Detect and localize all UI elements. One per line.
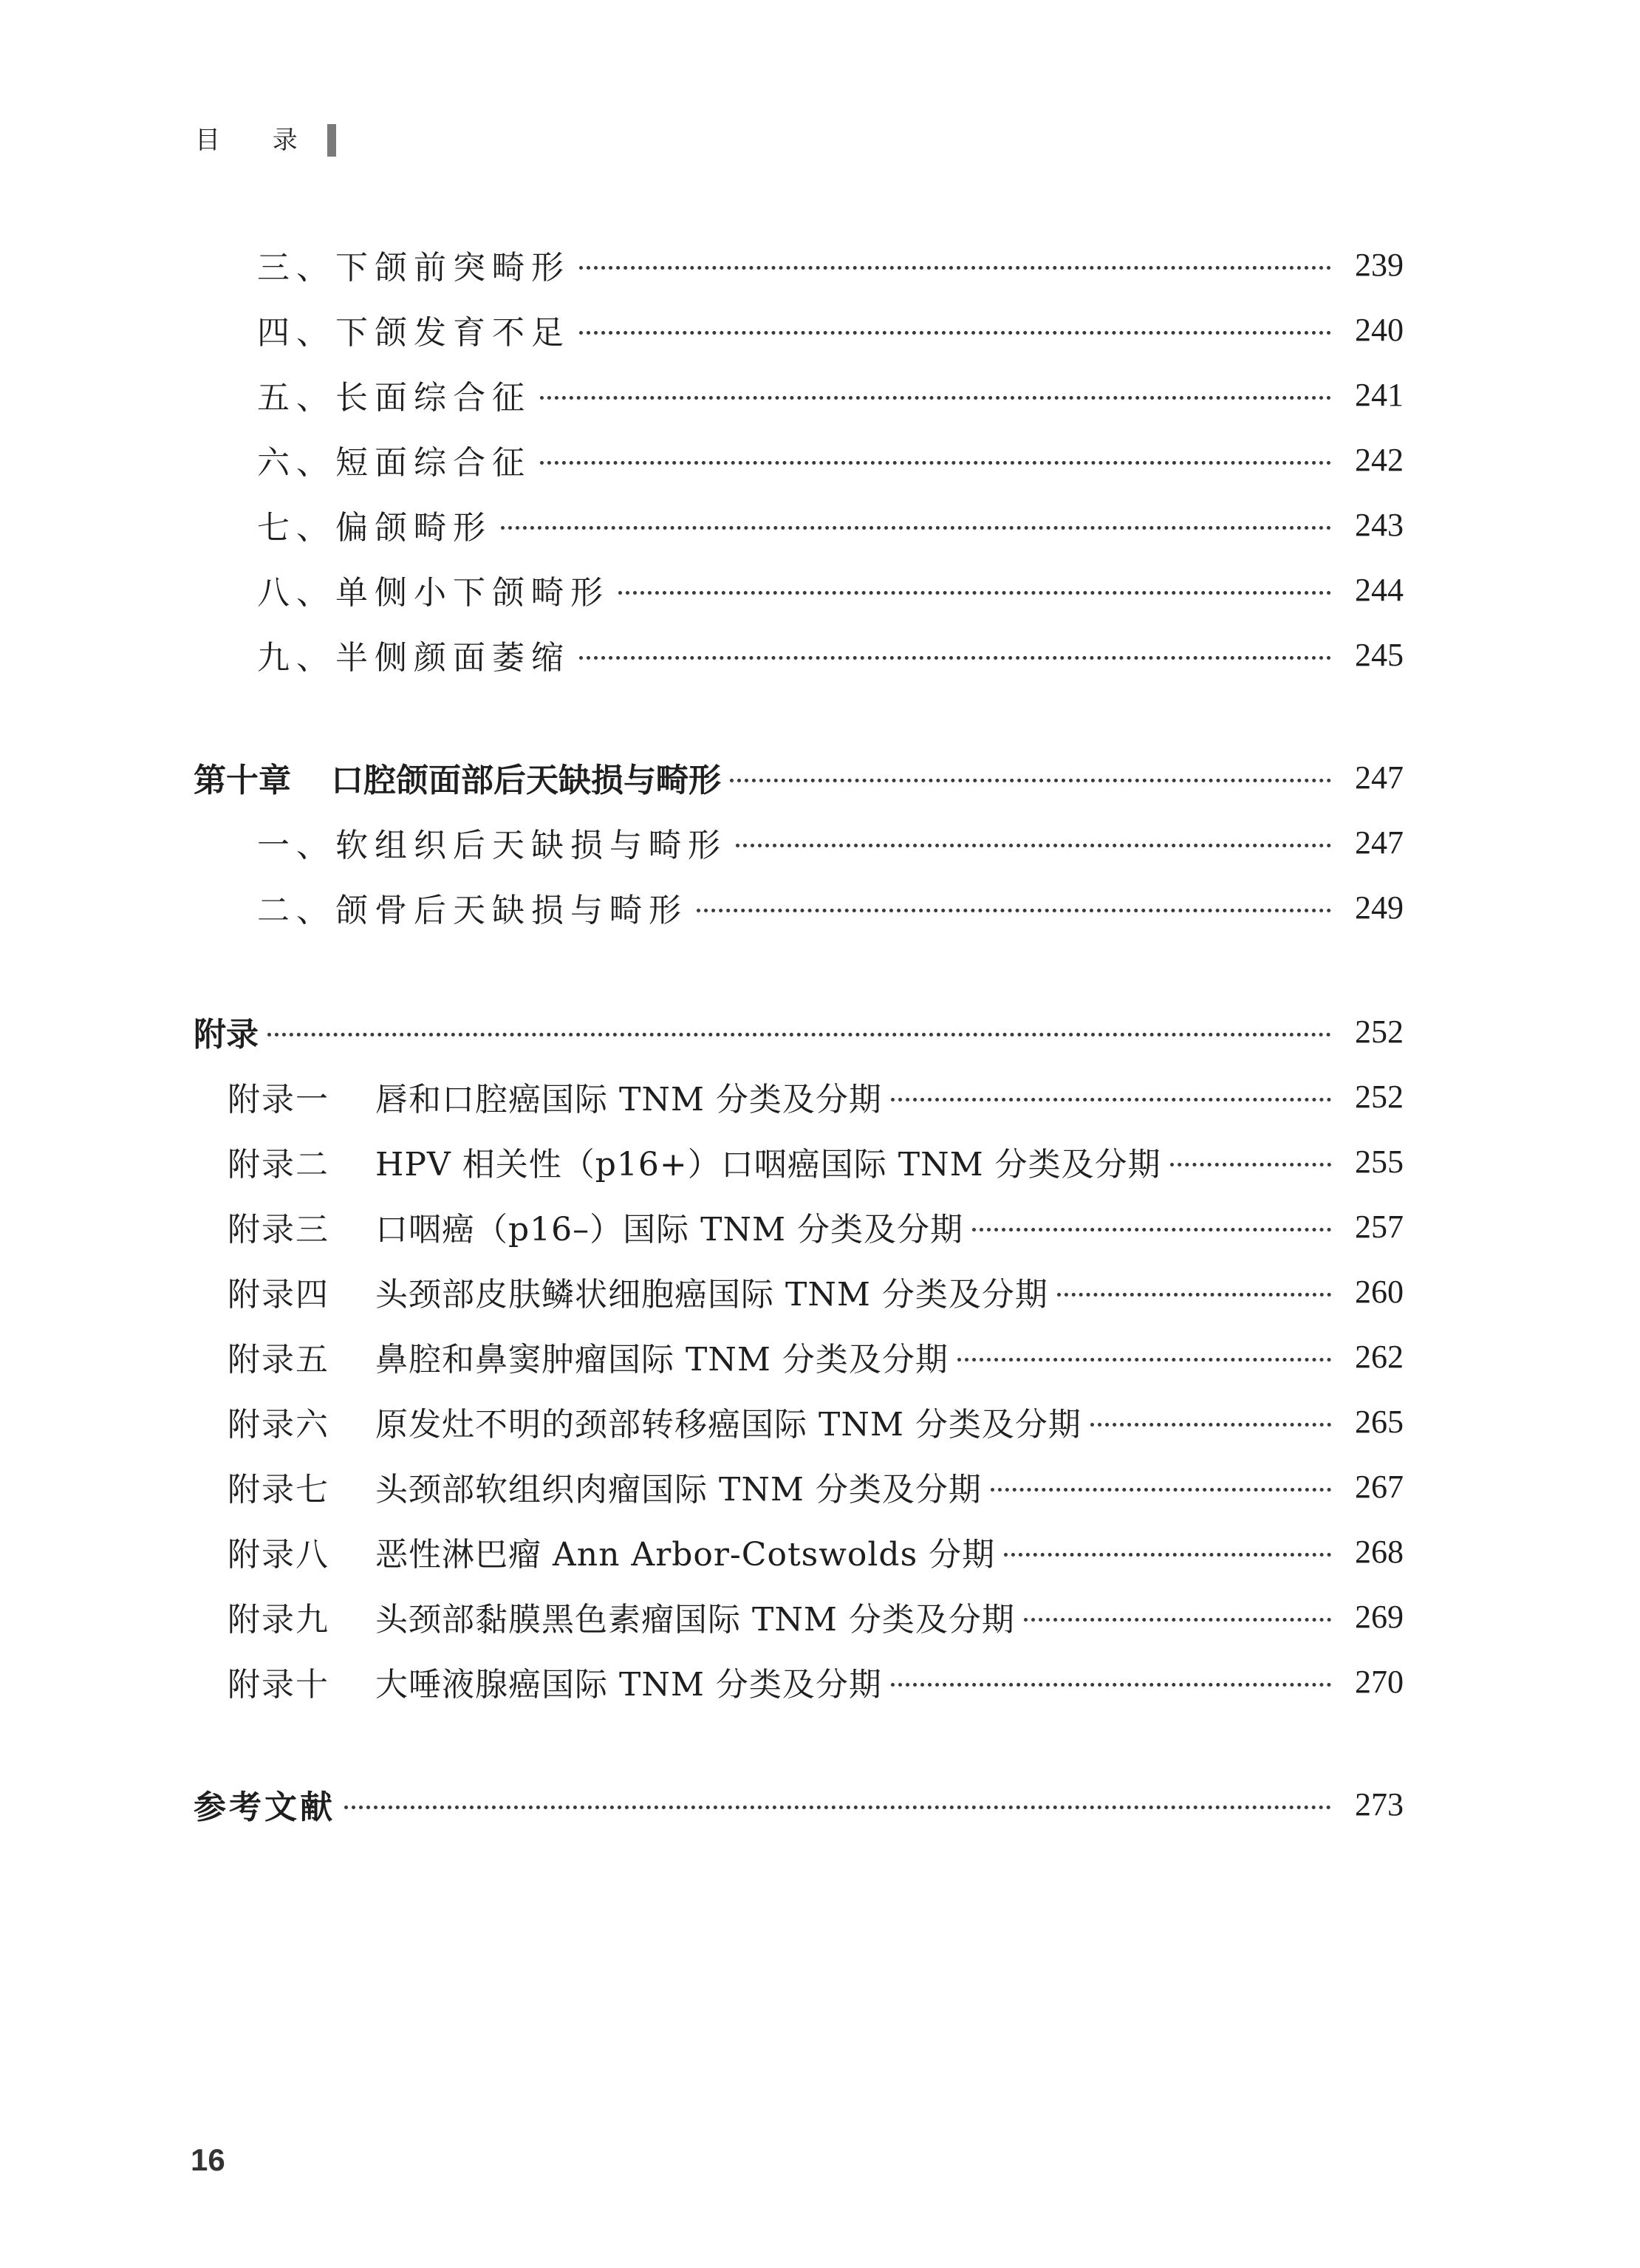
- toc-entry-page: 242: [1355, 441, 1404, 478]
- dot-leader: [991, 1488, 1331, 1492]
- toc-entry[interactable]: [257, 631, 1404, 678]
- dot-leader: [540, 461, 1331, 465]
- toc-entry-label: 九、半侧颜面萎缩: [257, 639, 570, 677]
- toc-entry-page: 247: [1355, 824, 1404, 861]
- toc-entry-page: 247: [1355, 759, 1404, 796]
- dot-leader: [344, 1806, 1331, 1809]
- page-number: 16: [191, 2142, 225, 2177]
- toc-appendix-entry[interactable]: [228, 1073, 1404, 1120]
- appendix-number: 附录九: [228, 1601, 329, 1639]
- toc-appendix-entry[interactable]: [228, 1593, 1404, 1640]
- appendix-number: 附录五: [228, 1341, 329, 1379]
- toc-entry[interactable]: [257, 566, 1404, 613]
- chapter-title: 口腔颌面部后天缺损与畸形: [331, 762, 721, 799]
- toc-appendix-entry[interactable]: [228, 1333, 1404, 1380]
- toc-entry-label: 一、软组织后天缺损与畸形: [257, 827, 727, 864]
- appendix-number: 附录四: [228, 1276, 329, 1314]
- appendix-title: 附录: [194, 1016, 259, 1053]
- dot-leader: [730, 779, 1331, 782]
- toc-entry-page: 265: [1355, 1403, 1404, 1440]
- toc-appendix-entry[interactable]: [228, 1203, 1404, 1250]
- appendix-entry-title: 唇和口腔癌国际 TNM 分类及分期: [375, 1081, 882, 1118]
- dot-leader: [1024, 1618, 1331, 1622]
- toc-appendix-entry[interactable]: [228, 1268, 1404, 1315]
- toc-entry-page: 245: [1355, 636, 1404, 673]
- appendix-entry-title: HPV 相关性（p16+）口咽癌国际 TNM 分类及分期: [375, 1146, 1161, 1183]
- dot-leader: [891, 1683, 1331, 1687]
- toc-entry-label: 六、短面综合征: [257, 444, 531, 482]
- running-head-bar: [327, 124, 336, 157]
- appendix-number: 附录八: [228, 1536, 329, 1574]
- dot-leader: [972, 1228, 1331, 1232]
- toc-entry-page: 239: [1355, 246, 1404, 283]
- appendix-number: 附录十: [228, 1666, 329, 1704]
- toc-entry[interactable]: [257, 819, 1404, 866]
- appendix-entry-title: 头颈部软组织肉瘤国际 TNM 分类及分期: [375, 1471, 982, 1509]
- toc-entry-page: 268: [1355, 1533, 1404, 1570]
- toc-entry-label: 五、长面综合征: [257, 379, 531, 417]
- toc-entry[interactable]: [257, 306, 1404, 353]
- toc-entry-label: 八、单侧小下颌畸形: [257, 574, 609, 612]
- toc-entry[interactable]: [257, 241, 1404, 288]
- dot-leader: [697, 909, 1331, 912]
- toc-appendix-entry[interactable]: [228, 1138, 1404, 1185]
- dot-leader: [618, 591, 1331, 595]
- toc-entry-page: 241: [1355, 376, 1404, 413]
- toc-appendix-entry[interactable]: [228, 1528, 1404, 1575]
- toc-entry-label: 七、偏颌畸形: [257, 509, 492, 547]
- toc-appendix-entry[interactable]: [228, 1658, 1404, 1705]
- chapter-number: 第十章: [194, 762, 291, 799]
- toc-appendix-heading[interactable]: [194, 1008, 1404, 1055]
- appendix-entry-title: 头颈部皮肤鳞状细胞癌国际 TNM 分类及分期: [375, 1276, 1048, 1314]
- dot-leader: [540, 396, 1331, 400]
- appendix-entry-title: 口咽癌（p16–）国际 TNM 分类及分期: [375, 1211, 964, 1249]
- appendix-entry-title: 头颈部黏膜黑色素瘤国际 TNM 分类及分期: [375, 1601, 1015, 1639]
- dot-leader: [579, 331, 1331, 335]
- toc-appendix-entry[interactable]: [228, 1398, 1404, 1445]
- appendix-entry-title: 原发灶不明的颈部转移癌国际 TNM 分类及分期: [375, 1406, 1082, 1444]
- dot-leader: [1090, 1423, 1331, 1427]
- toc-entry-label: 二、颌骨后天缺损与畸形: [257, 892, 688, 929]
- running-head: [195, 124, 336, 157]
- toc-references-entry[interactable]: [194, 1780, 1404, 1828]
- toc-chapter-entry[interactable]: [194, 754, 1404, 801]
- toc-entry-page: 240: [1355, 311, 1404, 348]
- toc-entry-page: 260: [1355, 1273, 1404, 1310]
- toc-entry[interactable]: [257, 371, 1404, 418]
- references-title: 参考文献: [194, 1789, 335, 1826]
- running-head-text: 目 录: [195, 126, 320, 155]
- toc-entry-page: 252: [1355, 1013, 1404, 1050]
- dot-leader: [957, 1358, 1331, 1362]
- toc-entry-page: 262: [1355, 1338, 1404, 1375]
- dot-leader: [736, 844, 1331, 847]
- appendix-number: 附录七: [228, 1471, 329, 1509]
- dot-leader: [267, 1033, 1331, 1036]
- dot-leader: [1057, 1293, 1331, 1297]
- dot-leader: [1170, 1163, 1331, 1167]
- toc-entry-page: 257: [1355, 1208, 1404, 1245]
- appendix-entry-title: 鼻腔和鼻窦肿瘤国际 TNM 分类及分期: [375, 1341, 949, 1379]
- appendix-entry-title: 大唾液腺癌国际 TNM 分类及分期: [375, 1666, 882, 1704]
- dot-leader: [579, 266, 1331, 270]
- toc-entry-page: 243: [1355, 506, 1404, 543]
- chapter-heading: [194, 754, 721, 801]
- dot-leader: [891, 1098, 1331, 1101]
- appendix-number: 附录三: [228, 1211, 329, 1249]
- toc-entry-label: 四、下颌发育不足: [257, 314, 570, 352]
- appendix-number: 附录六: [228, 1406, 329, 1444]
- toc-entry-page: 267: [1355, 1468, 1404, 1505]
- toc-entry[interactable]: [257, 436, 1404, 483]
- toc-entry-page: 249: [1355, 889, 1404, 926]
- dot-leader: [579, 656, 1331, 660]
- toc-entry-page: 252: [1355, 1078, 1404, 1115]
- toc-entry-page: 273: [1355, 1786, 1404, 1823]
- appendix-number: 附录二: [228, 1146, 329, 1183]
- dot-leader: [501, 526, 1331, 530]
- toc-entry-page: 270: [1355, 1663, 1404, 1700]
- toc-entry-page: 269: [1355, 1598, 1404, 1635]
- toc-entry[interactable]: [257, 884, 1404, 931]
- dot-leader: [1004, 1553, 1331, 1557]
- toc-entry-page: 255: [1355, 1143, 1404, 1180]
- toc-entry[interactable]: [257, 501, 1404, 548]
- toc-appendix-entry[interactable]: [228, 1463, 1404, 1510]
- appendix-number: 附录一: [228, 1081, 329, 1118]
- toc-entry-label: 三、下颌前突畸形: [257, 249, 570, 287]
- appendix-entry-title: 恶性淋巴瘤 Ann Arbor-Cotswolds 分期: [375, 1536, 996, 1574]
- toc-entry-page: 244: [1355, 571, 1404, 608]
